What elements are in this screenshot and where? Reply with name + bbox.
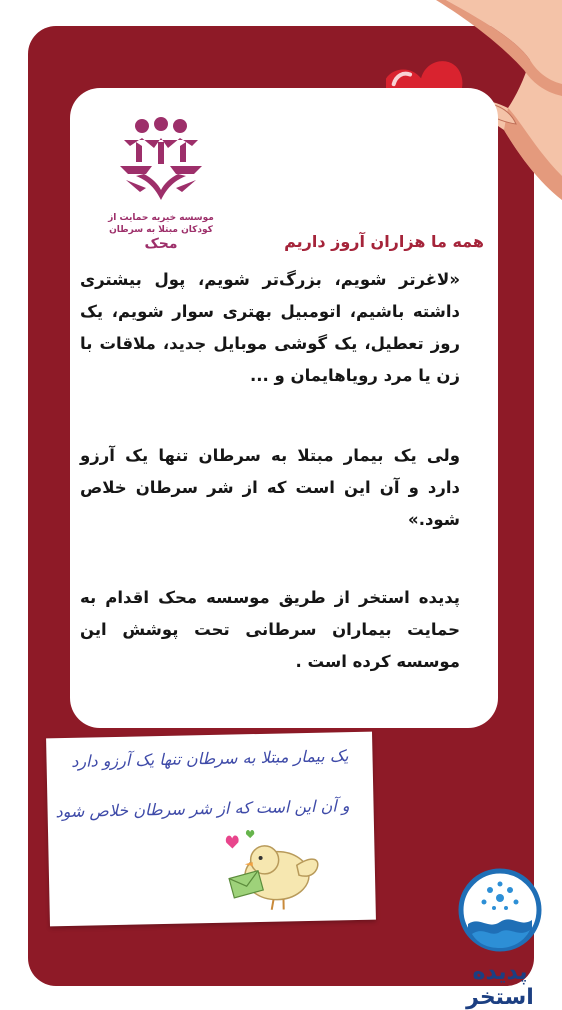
bird-with-letter-icon xyxy=(216,825,328,917)
paragraph-wishes: «لاغرتر شویم، بزرگ‌تر شویم، پول بیشتری داشته باشیم، اتومبیل بهتری سوار شویم، یک روز تعطیل، یک گوشی موبایل جدید، ملاقات با زن یا مرد رویاهایمان و ... xyxy=(80,270,460,385)
logo-org-line1: موسسه خیریه حمایت از xyxy=(108,213,214,223)
logo-org-short: محک xyxy=(144,236,178,252)
water-splash-icon xyxy=(458,868,542,952)
page-heading: همه ما هزاران آروز داریم xyxy=(284,232,484,251)
handwritten-note xyxy=(46,732,376,927)
logo-org-line2: کودکان مبتلا به سرطان xyxy=(109,225,213,235)
mahak-emblem-icon xyxy=(106,116,216,208)
note-line-1: یک بیمار مبتلا به سرطان تنها یک آرزو دارد xyxy=(71,746,349,771)
mahak-logo xyxy=(106,116,216,266)
paragraph-patient-wish: ولی یک بیمار مبتلا به سرطان تنها یک آرزو دارد و آن این است که از شر سرطان خلاص شود.» xyxy=(80,446,460,529)
brand-label: پدیده استخر xyxy=(466,960,534,1010)
paragraph-support: پدیده استخر از طریق موسسه محک اقدام به حمایت بیماران سرطانی تحت پوشش این موسسه کرده است . xyxy=(80,588,460,671)
note-line-2: و آن این است که از شر سرطان خلاص شود xyxy=(55,796,350,822)
brand-logo xyxy=(448,868,552,1010)
